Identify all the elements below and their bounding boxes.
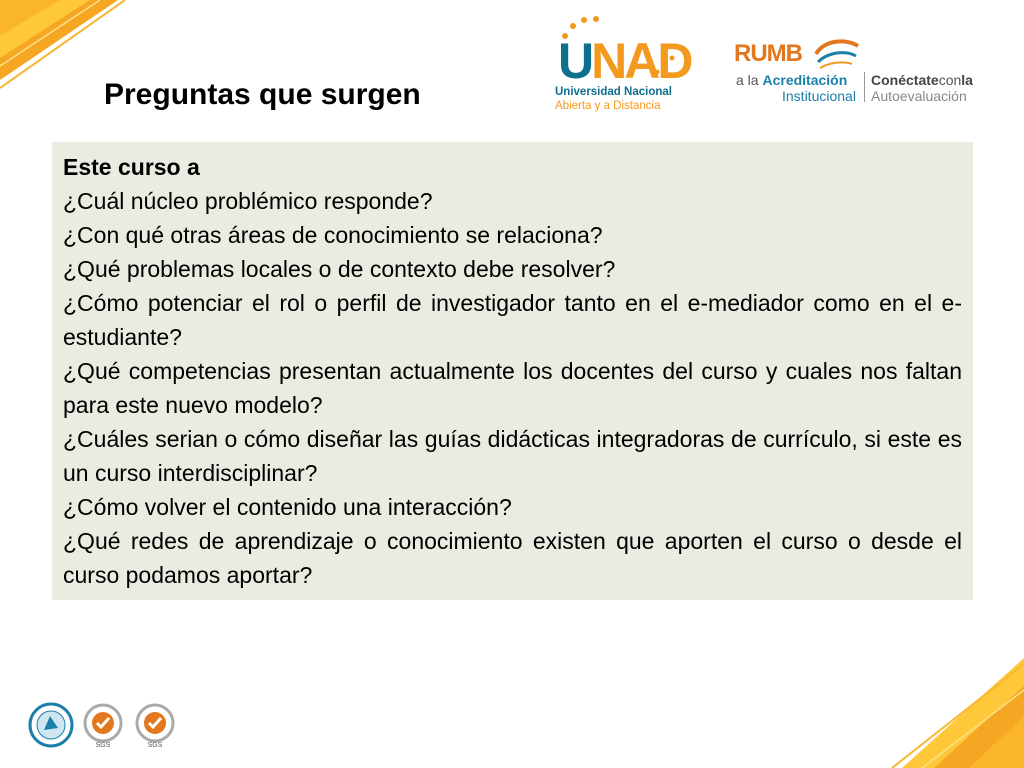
question-item: ¿Qué competencias presentan actualmente los docentes del curso y cuales nos faltan para este nuevo modelo? (63, 358, 962, 418)
rumbo-line1: a la Acreditación (736, 72, 848, 88)
unad-name-line2: Abierta y a Distancia (555, 100, 661, 112)
question-item: ¿Cómo potenciar el rol o perfil de investigador tanto en el e-mediador como en el e-estudiante? (63, 290, 962, 350)
rumbo-wordmark: RUMB (734, 40, 802, 67)
rumbo-divider (864, 72, 865, 102)
corner-decoration-bottom-right (874, 658, 1024, 768)
question-item: ¿Qué redes de aprendizaje o conocimiento existen que aporten el curso o desde el curso podamos aportar? (63, 528, 962, 588)
sgs-seal-icon (80, 702, 126, 748)
conectate-line2: Autoevaluación (871, 88, 967, 104)
question-item: ¿Cómo volver el contenido una interacción? (63, 494, 512, 520)
question-item: ¿Cuál núcleo problémico responde? (63, 188, 433, 214)
unad-logo (553, 14, 691, 114)
unad-wordmark: UNAD (558, 33, 691, 89)
sgs-seal-label: SGS (147, 742, 163, 748)
sgs-seal-icon (132, 702, 178, 748)
colombia-seal-icon (28, 702, 74, 748)
conectate-line1: Conéctateconla (871, 72, 973, 88)
rumbo-line2: Institucional (782, 88, 856, 104)
unad-name-line1: Universidad Nacional (555, 86, 672, 98)
question-item: ¿Con qué otras áreas de conocimiento se relaciona? (63, 222, 603, 248)
rumbo-swoosh-icon (812, 36, 862, 72)
content-lead: Este curso a (63, 154, 200, 180)
question-item: ¿Cuáles serian o cómo diseñar las guías didácticas integradoras de currículo, si este es un curso interdisciplinar? (63, 426, 962, 486)
question-item: ¿Qué problemas locales o de contexto debe resolver? (63, 256, 616, 282)
rumbo-acreditacion-logo (734, 36, 994, 106)
slide-title: Preguntas que surgen (104, 78, 421, 112)
content-box (52, 142, 973, 600)
sgs-seal-label: SGS (95, 742, 111, 748)
